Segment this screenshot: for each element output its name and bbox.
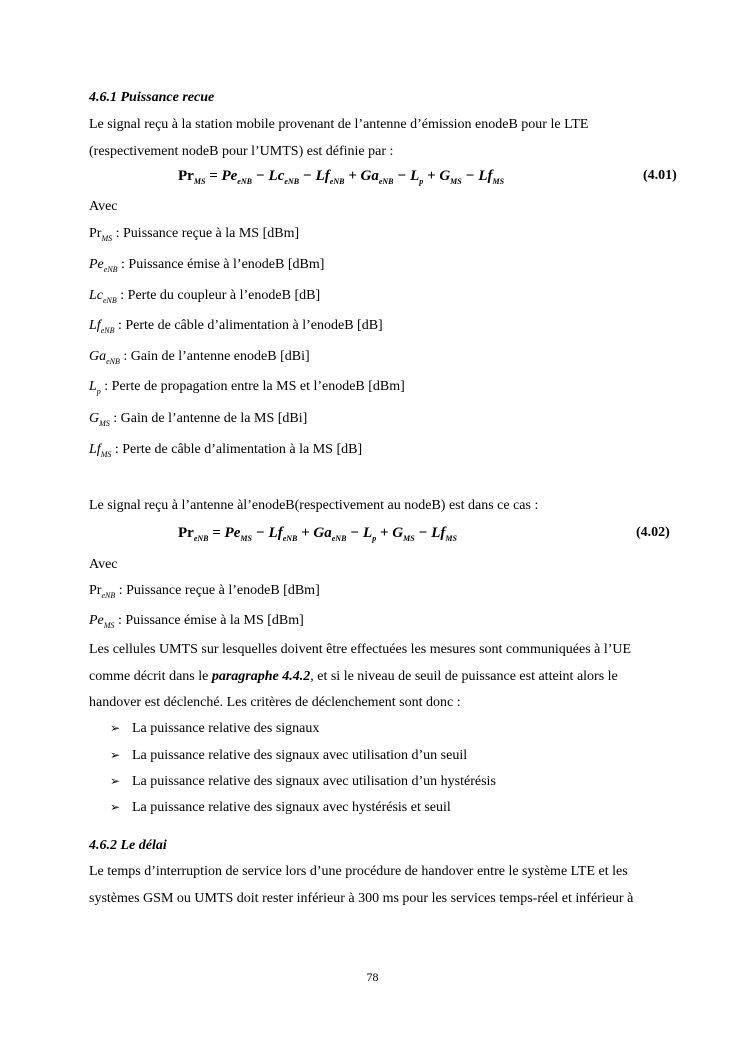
definition-lc-enb: $Lc_{eNB}$ : Perte du coupleur à l’enodeB [dB] [89, 288, 321, 305]
definition-lf-ms: $Lf_{MS}$ : Perte de câble d’alimentation à la MS [dB] [89, 442, 363, 459]
cells-line-2: comme décrit dans le paragraphe 4.4.2, et si le niveau de seuil de puissance est atteint alors le [89, 668, 618, 684]
arrowhead-bullet-icon: ➢ [110, 721, 121, 735]
equation-4-01: $Pr_{MS} = Pe_{eNB} - Lc_{eNB} - Lf_{eNB} + Ga_{eNB} - L_p + G_{MS} - Lf_{MS}$ [178, 168, 505, 186]
delay-line-1: Le temps d’interruption de service lors d’une procédure de handover entre le système LTE et les [89, 864, 628, 879]
arrowhead-bullet-icon: ➢ [110, 774, 121, 788]
intro-paragraph [89, 112, 683, 165]
definition-g-ms: $G_{MS}$ : Gain de l’antenne de la MS [dBi] [89, 411, 308, 428]
criteria-item-3: ➢ La puissance relative des signaux avec utilisation d’un hystérésis [110, 774, 496, 789]
criteria-item-4: ➢ La puissance relative des signaux avec hystérésis et seuil [110, 800, 451, 815]
arrowhead-bullet-icon: ➢ [110, 748, 121, 762]
cells-paragraph [89, 637, 683, 717]
cells-line-3: handover est déclenché. Les critères de déclenchement sont donc : [89, 695, 461, 710]
uplink-intro: Le signal reçu à l’antenne àl’enodeB(respectivement au nodeB) est dans ce cas : [89, 498, 539, 513]
cells-line-1: Les cellules UMTS sur lesquelles doivent être effectuées les mesures sont communiquées à l’UE [89, 642, 632, 657]
section-heading-4-6-1: 4.6.1 Puissance recue [89, 90, 215, 105]
page-number: 78 [366, 970, 379, 984]
definition-lf-enb: $Lf_{eNB}$ : Perte de câble d’alimentation à l’enodeB [dB] [89, 318, 383, 335]
definition-ga-enb: $Ga_{eNB}$ : Gain de l’antenne enodeB [dBi] [89, 349, 310, 366]
section-heading-4-6-2: 4.6.2 Le délai [89, 838, 167, 853]
intro-line-1: Le signal reçu à la station mobile provenant de l’antenne d’émission enodeB pour le LTE [89, 117, 589, 132]
avec-label-1: Avec [89, 199, 118, 214]
avec-label-2: Avec [89, 557, 118, 572]
paragraph-reference: paragraphe 4.4.2 [211, 668, 311, 684]
equation-number-4-02: (4.02) [636, 525, 670, 540]
arrowhead-bullet-icon: ➢ [110, 800, 121, 814]
equation-number-4-01: (4.01) [643, 168, 677, 183]
criteria-item-1: ➢ La puissance relative des signaux [110, 721, 320, 736]
criteria-item-2: ➢ La puissance relative des signaux avec utilisation d’un seuil [110, 748, 468, 763]
definition-pe-enb: $Pe_{eNB}$ : Puissance émise à l’enodeB [dBm] [89, 257, 325, 274]
definition-pr-enb: $Pr_{eNB}$ : Puissance reçue à l’enodeB [dBm] [89, 583, 320, 600]
definition-pr-ms: $Pr_{MS}$ : Puissance reçue à la MS [dBm] [89, 226, 300, 243]
delay-line-2: systèmes GSM ou UMTS doit rester inférieur à 300 ms pour les services temps-réel et inférieur à [89, 890, 634, 906]
intro-line-2: (respectivement nodeB pour l’UMTS) est définie par : [89, 143, 394, 159]
equation-4-02: $Pr_{eNB} = Pe_{MS} - Lf_{eNB} + Ga_{eNB} - L_p + G_{MS} - Lf_{MS}$ [178, 525, 457, 543]
delay-paragraph [89, 859, 683, 912]
definition-lp: $L_p$ : Perte de propagation entre la MS et l’enodeB [dBm] [89, 379, 405, 396]
definition-pe-ms: $Pe_{MS}$ : Puissance émise à la MS [dBm] [89, 613, 304, 630]
